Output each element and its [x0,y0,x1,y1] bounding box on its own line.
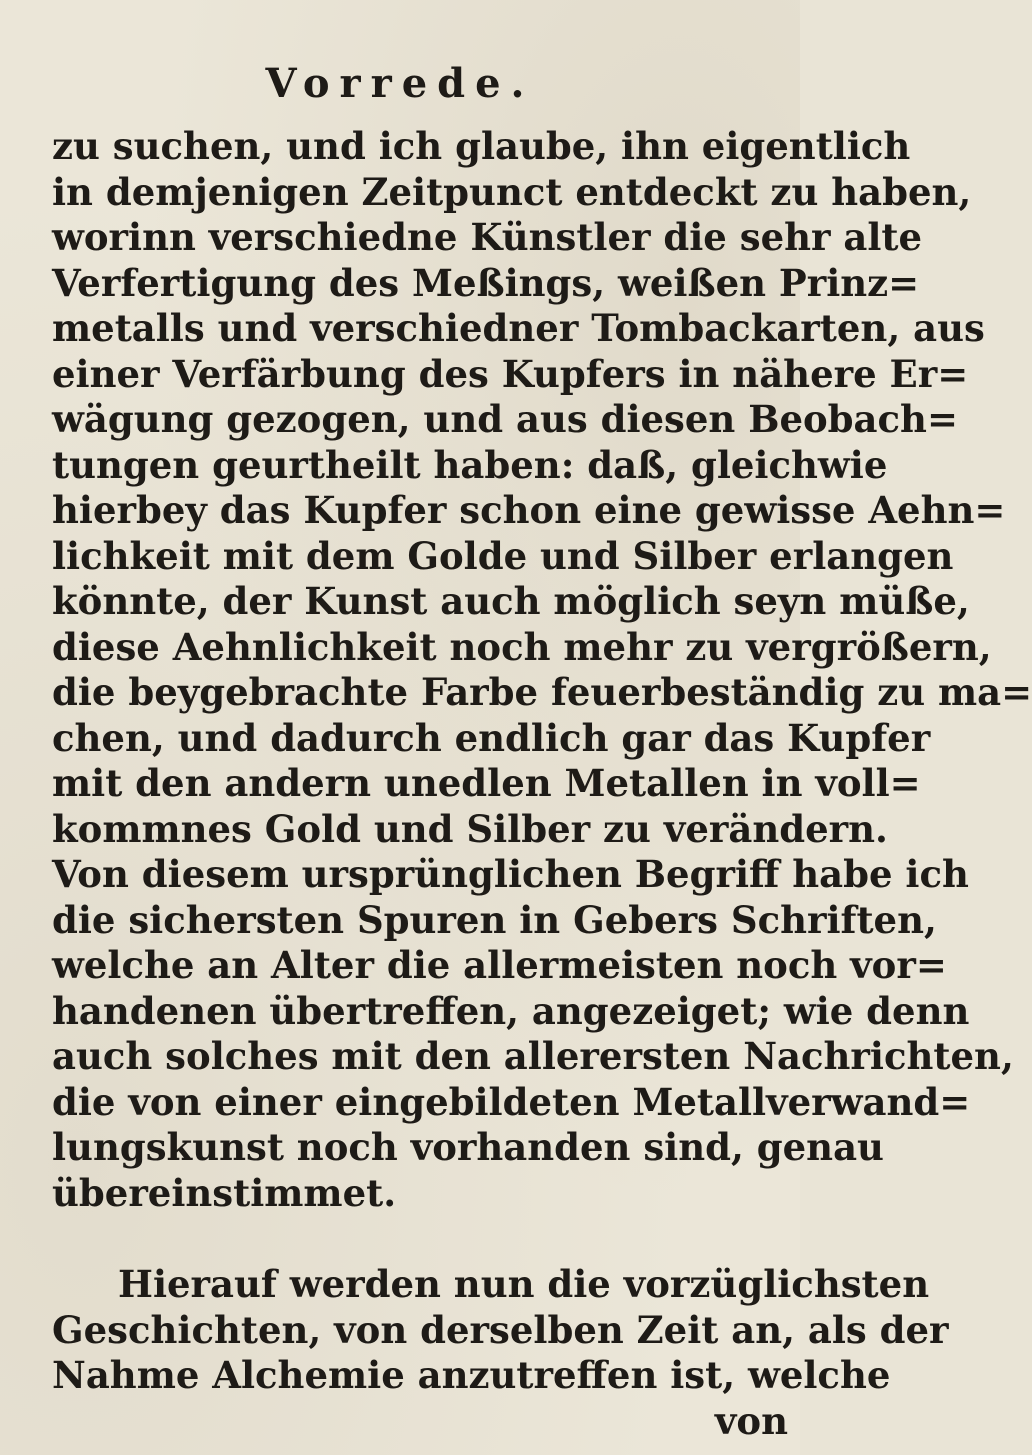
text-line: Verfertigung des Meßings, weißen Prinz= [52,260,920,305]
paragraph-1 [52,124,1032,1216]
text-line: in demjenigen Zeitpunct entdeckt zu haben, [52,169,972,214]
text-line: Geschichten, von derselben Zeit an, als der [52,1307,949,1352]
text-line: die beygebrachte Farbe feuerbeständig zu ma= [52,670,1032,714]
text-line: welche an Alter die allermeisten noch vor= [52,943,947,987]
running-head: Vorrede. [265,60,535,107]
text-line: die sichersten Spuren in Gebers Schriften, [52,897,937,942]
text-line: handenen übertreffen, angezeiget; wie denn [52,988,970,1033]
body-text [52,124,1032,1444]
text-line: Hierauf werden nun die vorzüglichsten [118,1262,930,1306]
catchword: von [714,1398,788,1443]
text-line: wägung gezogen, und aus diesen Beobach= [52,397,958,441]
paragraph-gap [52,1216,794,1262]
text-line: chen, und dadurch endlich gar das Kupfer [52,715,931,760]
text-line: die von einer eingebildeten Metallverwand= [52,1079,971,1124]
text-line: hierbey das Kupfer schon eine gewisse Aehn= [52,488,1006,532]
text-line: Nahme Alchemie anzutreffen ist, welche [52,1353,891,1397]
text-line: mit den andern unedlen Metallen in voll= [52,761,921,805]
text-line: könnte, der Kunst auch möglich seyn müße, [52,579,970,623]
text-line: Von diesem ursprünglichen Begriff habe ich [52,852,969,896]
text-line: worinn verschiedne Künstler die sehr alte [52,215,923,259]
text-line: kommnes Gold und Silber zu verändern. [52,806,888,851]
text-line: lichkeit mit dem Golde und Silber erlangen [52,533,954,578]
text-line: metalls und verschiedner Tombackarten, aus [52,306,985,350]
text-line: lungskunst noch vorhanden sind, genau [52,1125,884,1169]
text-line: diese Aehnlichkeit noch mehr zu vergrößern, [52,624,992,669]
text-line: auch solches mit den allerersten Nachrichten, [52,1034,1014,1078]
text-line: zu suchen, und ich glaube, ihn eigentlich [52,124,911,168]
text-line: tungen geurtheilt haben: daß, gleichwie [52,442,888,487]
paragraph-2 [52,1262,949,1399]
text-line: einer Verfärbung des Kupfers in nähere Er= [52,351,969,396]
text-line: übereinstimmet. [52,1170,397,1215]
